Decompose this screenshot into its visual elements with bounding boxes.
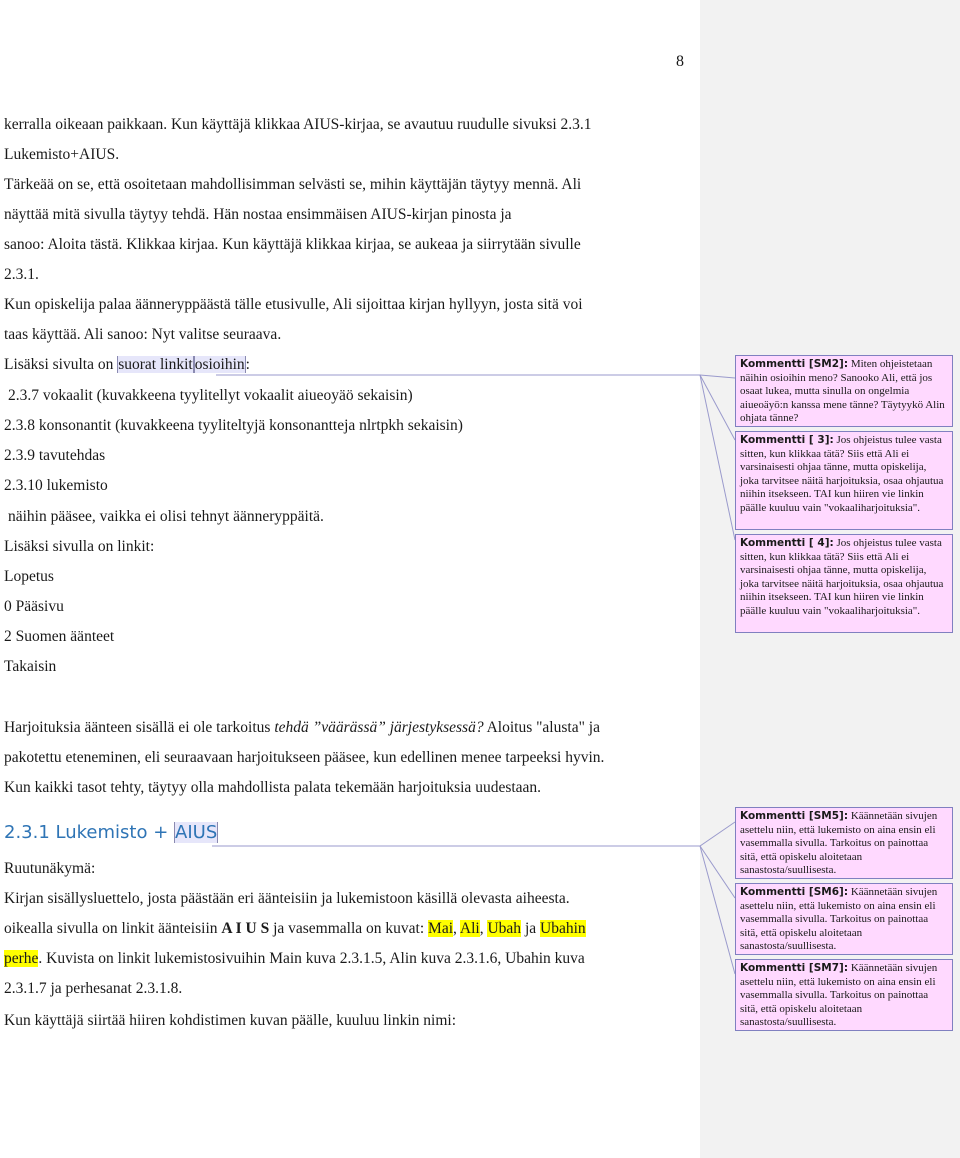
text-run: , bbox=[479, 920, 488, 937]
text-run: : bbox=[245, 356, 250, 373]
paragraph-line bbox=[4, 949, 585, 969]
page-number: 8 bbox=[676, 53, 684, 70]
paragraph-line: kerralla oikeaan paikkaan. Kun käyttäjä klikkaa AIUS-kirjaa, se avautuu ruudulle sivuksi 2.3.1 bbox=[4, 116, 592, 133]
comment-tag: Kommentti [SM6]: bbox=[740, 886, 849, 898]
paragraph-line: 2.3.1.7 ja perhesanat 2.3.1.8. bbox=[4, 980, 183, 997]
list-item: 2.3.8 konsonantit (kuvakkeena tyyliteltyjä konsonantteja nlrtpkh sekaisin) bbox=[4, 417, 463, 434]
highlight-perhe: perhe bbox=[4, 950, 39, 967]
paragraph-line bbox=[4, 919, 586, 939]
comment-tag: Kommentti [SM5]: bbox=[740, 810, 849, 822]
comment-text: Käännetään sivujen asettelu niin, että lukemisto on aina ensin eli vasemmalla sivulla. Tarkoitus on painottaa sitä, että opiskelu aloitetaan sanastosta/suullisesta. bbox=[740, 962, 938, 1028]
comment-text: Käännetään sivujen asettelu niin, että lukemisto on aina ensin eli vasemmalla sivulla. Tarkoitus on painottaa sitä, että opiskelu aloitetaan sanastosta/suullisesta. bbox=[740, 886, 938, 952]
bold-text: A I U S bbox=[221, 920, 270, 937]
list-item: Lopetus bbox=[4, 568, 54, 585]
paragraph-line: Kun kaikki tasot tehty, täytyy olla mahdollista palata tekemään harjoituksia uudestaan. bbox=[4, 779, 542, 796]
paragraph-line: pakotettu eteneminen, eli seuraavaan harjoitukseen pääsee, kun edellinen menee tarpeeksi hyvin. bbox=[4, 749, 605, 766]
comment-balloon-sm5[interactable] bbox=[735, 807, 953, 879]
commented-text-direct-links[interactable]: suorat linkit bbox=[118, 356, 193, 373]
paragraph-line: Kun opiskelija palaa äänneryppäästä tälle etusivulle, Ali sijoittaa kirjan hyllyyn, josta sitä voi bbox=[4, 296, 583, 313]
comment-balloon-sm6[interactable] bbox=[735, 883, 953, 955]
paragraph-line: Ruutunäkymä: bbox=[4, 860, 96, 877]
highlight-mai: Mai bbox=[428, 920, 454, 937]
text-run: Harjoituksia äänteen sisällä ei ole tarkoitus bbox=[4, 719, 275, 736]
highlight-ubahin: Ubahin bbox=[540, 920, 586, 937]
heading-text: 2.3.1 Lukemisto + bbox=[4, 822, 175, 843]
paragraph-line: näihin pääsee, vaikka ei olisi tehnyt äänneryppäitä. bbox=[8, 508, 324, 525]
comment-balloon-4[interactable] bbox=[735, 534, 953, 633]
comment-tag: Kommentti [SM2]: bbox=[740, 358, 849, 370]
list-item: Takaisin bbox=[4, 658, 57, 675]
comment-tag: Kommentti [SM7]: bbox=[740, 962, 849, 974]
comment-balloon-sm2[interactable] bbox=[735, 355, 953, 427]
text-run: . Kuvista on linkit lukemistosivuihin Main kuva 2.3.1.5, Alin kuva 2.3.1.6, Ubahin kuva bbox=[38, 950, 585, 967]
text-run: Aloitus "alusta" ja bbox=[483, 719, 600, 736]
list-item: 0 Pääsivu bbox=[4, 598, 64, 615]
paragraph-line: Tärkeää on se, että osoitetaan mahdollisimman selvästi se, mihin käyttäjän täytyy mennä. Ali bbox=[4, 176, 582, 193]
paragraph-line-links bbox=[4, 355, 250, 375]
comment-tag: Kommentti [ 4]: bbox=[740, 537, 834, 549]
paragraph-line: näyttää mitä sivulla täytyy tehdä. Hän nostaa ensimmäisen AIUS-kirjan pinosta ja bbox=[4, 206, 512, 223]
italic-text: tehdä ”väärässä” järjestyksessä? bbox=[274, 719, 484, 736]
paragraph-line: 2.3.1. bbox=[4, 266, 39, 283]
paragraph-line: Kirjan sisällysluettelo, josta päästään eri äänteisiin ja lukemistoon käsillä olevasta aiheesta. bbox=[4, 890, 570, 907]
paragraph-line: taas käyttää. Ali sanoo: Nyt valitse seuraava. bbox=[4, 326, 282, 343]
text-run: Lisäksi sivulta on bbox=[4, 356, 118, 373]
paragraph-line bbox=[4, 718, 600, 738]
comment-text: Miten ohjeistetaan näihin osioihin meno? Sanooko Ali, että jos osaat lukea, mutta sinulla on ongelmia aiueoäyö:n kanssa mene tänne? Täytyykö Alin ohjata tänne? bbox=[740, 358, 945, 424]
commented-text-aius[interactable]: AIUS bbox=[175, 822, 218, 843]
connector-sm5 bbox=[212, 822, 735, 846]
commented-text-sections[interactable]: osioihin bbox=[194, 356, 245, 373]
highlight-ubah: Ubah bbox=[487, 920, 522, 937]
text-run: , bbox=[453, 920, 460, 937]
list-item: 2.3.10 lukemisto bbox=[4, 477, 108, 494]
comment-balloon-sm7[interactable] bbox=[735, 959, 953, 1031]
list-item: 2.3.9 tavutehdas bbox=[4, 447, 106, 464]
comment-text: Jos ohjeistus tulee vasta sitten, kun klikkaa tätä? Siis että Ali ei varsinaisesti ohjaa tänne, mutta opiskelija, joka tarvitsee näitä harjoituksia, osaa ohjautua niihin itsekseen. TAI kun hiiren vie linkin päälle kuuluu vain "vokaaliharjoituksia". bbox=[740, 537, 944, 617]
comment-balloon-3[interactable] bbox=[735, 431, 953, 530]
comment-text: Käännetään sivujen asettelu niin, että lukemisto on aina ensin eli vasemmalla sivulla. Tarkoitus on painottaa sitä, että opiskelu aloitetaan sanastosta/suullisesta. bbox=[740, 810, 938, 876]
list-item: 2 Suomen äänteet bbox=[4, 628, 115, 645]
text-run: ja bbox=[521, 920, 540, 937]
comment-tag: Kommentti [ 3]: bbox=[740, 434, 834, 446]
list-item: 2.3.7 vokaalit (kuvakkeena tyylitellyt vokaalit aiueoyäö sekaisin) bbox=[8, 387, 413, 404]
section-heading bbox=[4, 822, 218, 843]
text-run: oikealla sivulla on linkit äänteisiin bbox=[4, 920, 222, 937]
highlight-ali: Ali bbox=[459, 920, 480, 937]
comment-text: Jos ohjeistus tulee vasta sitten, kun klikkaa tätä? Siis että Ali ei varsinaisesti ohjaa tänne, mutta opiskelija, joka tarvitsee näitä harjoituksia, osaa ohjautua niihin itsekseen. TAI kun hiiren vie linkin päälle kuuluu vain "vokaaliharjoituksia". bbox=[740, 434, 944, 514]
connector-sm2 bbox=[216, 375, 735, 378]
paragraph-line: Lisäksi sivulla on linkit: bbox=[4, 538, 155, 555]
paragraph-line: Lukemisto+AIUS. bbox=[4, 146, 120, 163]
text-run: ja vasemmalla on kuvat: bbox=[269, 920, 429, 937]
paragraph-line: Kun käyttäjä siirtää hiiren kohdistimen kuvan päälle, kuuluu linkin nimi: bbox=[4, 1012, 456, 1029]
paragraph-line: sanoo: Aloita tästä. Klikkaa kirjaa. Kun käyttäjä klikkaa kirjaa, se aukeaa ja siirrytään sivulle bbox=[4, 236, 581, 253]
